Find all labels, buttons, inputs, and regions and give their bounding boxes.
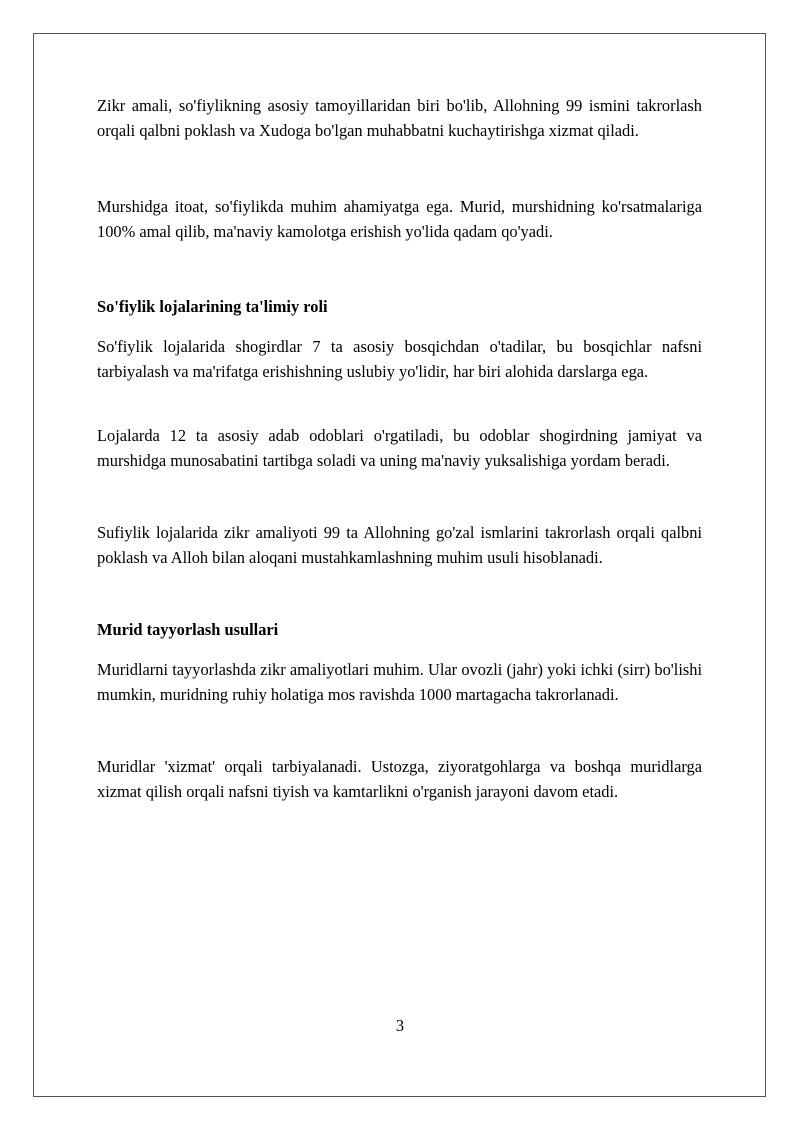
- paragraph-zikr-amaliyoti: Sufiylik lojalarida zikr amaliyoti 99 ta Allohning go'zal ismlarini takrorlash orqali qalbni poklash va Alloh bilan aloqani mustahkamlashning muhim usuli hisoblanadi.: [97, 523, 702, 567]
- paragraph-muridlarni-tayyorlash: Muridlarni tayyorlashda zikr amaliyotlari muhim. Ular ovozli (jahr) yoki ichki (sirr) bo'lishi mumkin, muridning ruhiy holatiga mos ravishda 1000 martagacha takrorlanadi.: [97, 660, 702, 704]
- page-number: 3: [395, 1016, 405, 1035]
- paragraph-murshidga-itoat: Murshidga itoat, so'fiylikda muhim ahamiyatga ega. Murid, murshidning ko'rsatmalariga 100% amal qilib, ma'naviy kamolotga erishish yo'lida qadam qo'yadi.: [97, 197, 702, 241]
- paragraph-adab-odoblari: Lojalarda 12 ta asosiy adab odoblari o'rgatiladi, bu odoblar shogirdning jamiyat va murshidga munosabatini tartibga soladi va uning ma'naviy yuksalishiga yordam beradi.: [97, 426, 702, 470]
- section-heading-murid-tayyorlash: Murid tayyorlash usullari: [97, 620, 279, 639]
- paragraph-xizmat: Muridlar 'xizmat' orqali tarbiyalanadi. Ustozga, ziyoratgohlarga va boshqa muridlarga xizmat qilish orqali nafsni tiyish va kamtarlikni o'rganish jarayoni davom etadi.: [97, 757, 702, 801]
- page-content: [97, 93, 702, 804]
- section-heading-talimiy-roli: So'fiylik lojalarining ta'limiy roli: [97, 297, 328, 316]
- paragraph-bosqichlar: So'fiylik lojalarida shogirdlar 7 ta asosiy bosqichdan o'tadilar, bu bosqichlar nafsni tarbiyalash va ma'rifatga erishishning uslubiy yo'lidir, har biri alohida darslarga ega.: [97, 337, 702, 381]
- paragraph-zikr-amali: Zikr amali, so'fiylikning asosiy tamoyillaridan biri bo'lib, Allohning 99 ismini takrorlash orqali qalbni poklash va Xudoga bo'lgan muhabbatni kuchaytirishga xizmat qiladi.: [97, 96, 702, 140]
